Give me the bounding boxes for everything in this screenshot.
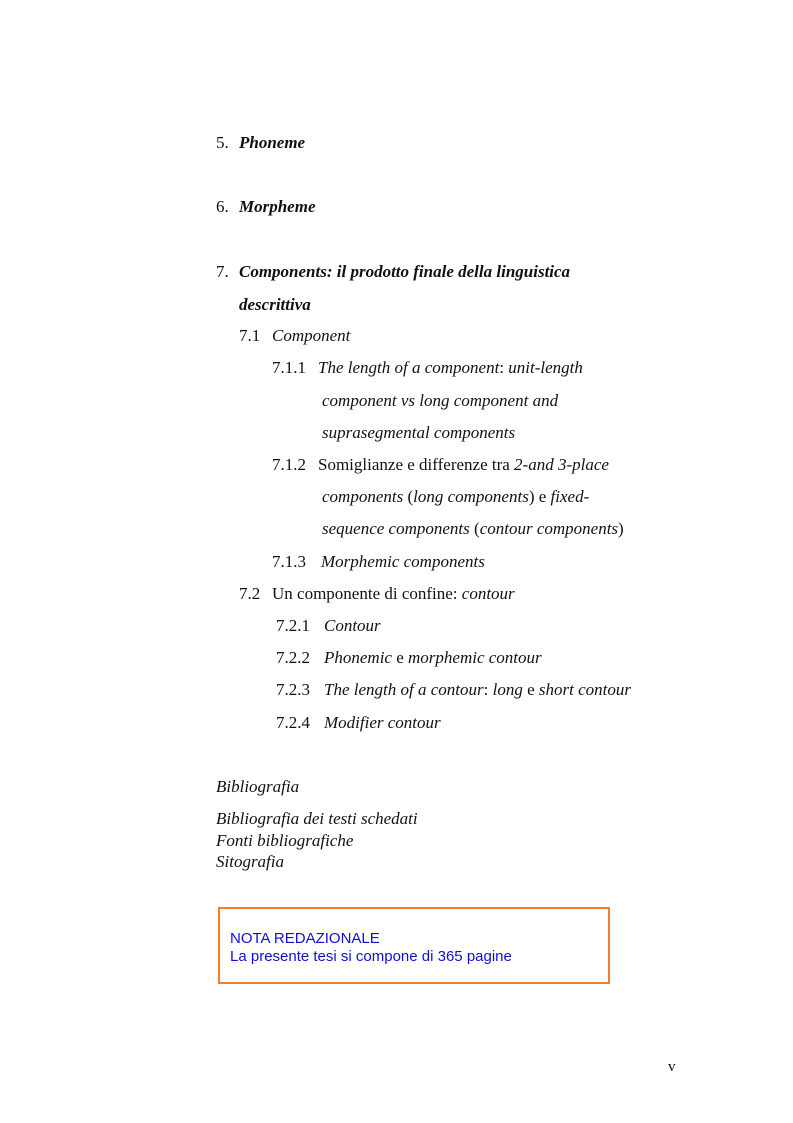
toc-entry-5 <box>216 133 305 153</box>
bibliografia-heading: Bibliografia <box>216 777 300 796</box>
toc-number: 7.2.3 <box>276 680 310 699</box>
toc-title-continued: descrittiva <box>239 295 311 314</box>
toc-number: 7.2.1 <box>276 616 310 635</box>
toc-number: 5. <box>216 133 229 152</box>
back-matter-item: Fonti bibliografiche <box>216 831 354 850</box>
toc-entry-7-1 <box>239 326 350 346</box>
toc-entry-7-2-3: 7.2.3 The length of a contour: long e short contour <box>276 680 631 699</box>
toc-title: Components: il prodotto finale della linguistica <box>239 262 571 281</box>
back-matter-item: Sitografia <box>216 852 285 871</box>
back-matter-item: Bibliografia dei testi schedati <box>216 809 418 828</box>
toc-title: Morphemic components <box>321 552 485 571</box>
toc-number: 7.1 <box>239 326 261 345</box>
editorial-note-heading: NOTA REDAZIONALE <box>230 930 380 947</box>
toc-entry-7-2: 7.2 Un componente di confine: contour <box>239 584 515 603</box>
toc-entry-7-2-4 <box>276 713 441 733</box>
toc-title: Modifier contour <box>324 713 441 732</box>
toc-title-continued: component vs long component and <box>322 391 559 410</box>
editorial-note-text: La presente tesi si compone di 365 pagine <box>230 948 512 965</box>
toc-entry-7-2-2: 7.2.2 Phonemic e morphemic contour <box>276 648 542 667</box>
toc-title-continued: suprasegmental components <box>322 423 516 442</box>
toc-title-continued: sequence components (contour components) <box>322 519 624 538</box>
toc-number: 7.2 <box>239 584 261 603</box>
toc-title: Contour <box>324 616 381 635</box>
toc-title: Component <box>272 326 351 345</box>
toc-number: 7.2.4 <box>276 713 310 732</box>
toc-entry-7-1-3 <box>272 552 485 572</box>
toc-entry-7 <box>216 262 570 282</box>
toc-number: 7.1.2 <box>272 455 306 474</box>
toc-number: 6. <box>216 197 229 216</box>
toc-number: 7.2.2 <box>276 648 310 667</box>
toc-title: Phoneme <box>239 133 306 152</box>
toc-entry-7-1-1: 7.1.1 The length of a component: unit-length <box>272 358 583 377</box>
toc-title: Morpheme <box>239 197 316 216</box>
toc-number: 7. <box>216 262 229 281</box>
toc-entry-6 <box>216 197 316 217</box>
toc-number: 7.1.3 <box>272 552 306 571</box>
toc-number: 7.1.1 <box>272 358 306 377</box>
toc-entry-7-2-1 <box>276 616 381 636</box>
editorial-note-box <box>218 907 610 984</box>
toc-title-continued: components (long components) e fixed- <box>322 487 590 506</box>
toc-entry-7-1-2: 7.1.2 Somiglianze e differenze tra 2-and 3-place <box>272 455 609 474</box>
page-number: v <box>668 1059 676 1075</box>
